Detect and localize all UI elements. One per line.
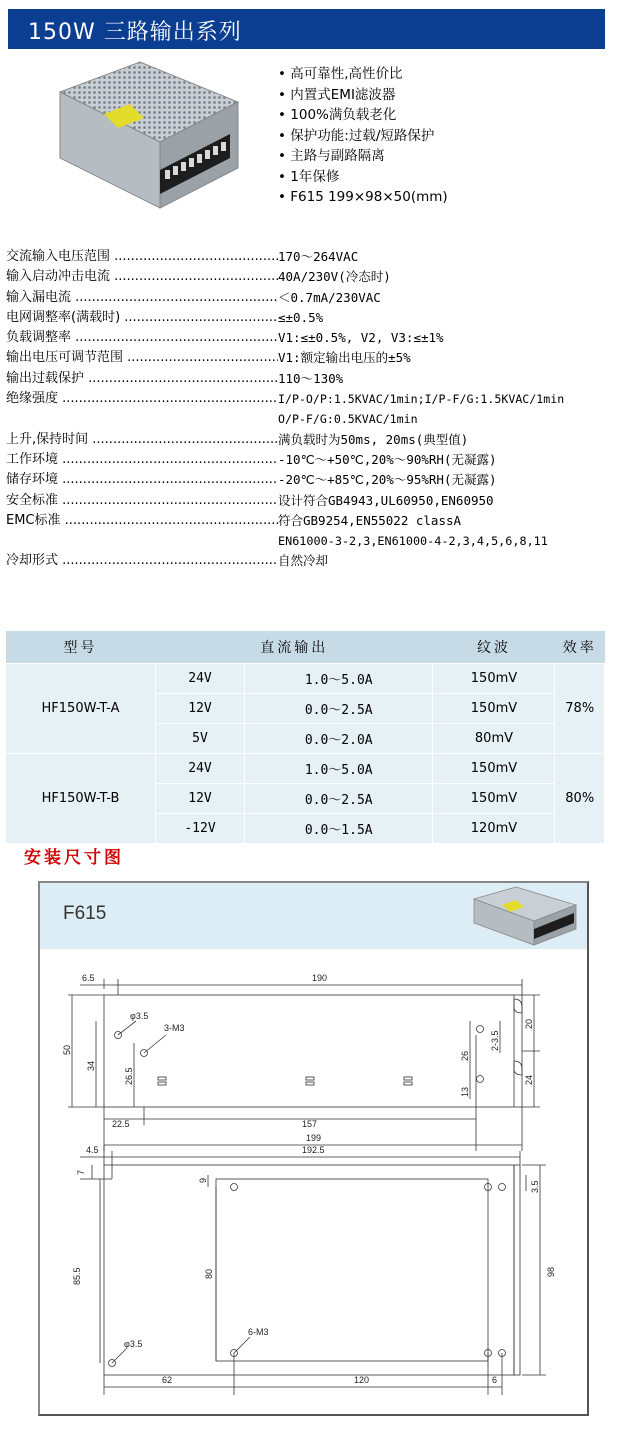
dimension-svg: [40, 883, 587, 1414]
ripple-cell: 150mV: [433, 754, 555, 784]
feature-item: • 主路与副路隔离: [278, 146, 448, 167]
spec-label: 安全标准 .....: [6, 491, 278, 511]
efficiency-cell: 78%: [555, 664, 605, 754]
current-cell: 0.0～1.5A: [245, 814, 433, 844]
spec-row: [6, 450, 618, 470]
feature-item: • 100%满负载老化: [278, 105, 448, 126]
dim-label: 157: [302, 1119, 318, 1129]
spec-label: 冷却形式 .....: [6, 551, 278, 571]
col-header-model: 型号: [6, 631, 156, 664]
table-header-row: [6, 631, 605, 664]
dim-label: 9: [198, 1177, 208, 1183]
spec-row: [6, 247, 618, 267]
spec-value: -20℃～+85℃,20%～95%RH(无凝露): [278, 472, 497, 488]
dim-label: 98: [546, 1266, 556, 1277]
dim-label: 85.5: [72, 1267, 82, 1285]
spec-label: 输出过载保护 .....: [6, 369, 278, 389]
spec-label: 工作环境 .....: [6, 450, 278, 470]
feature-item: • 1年保修: [278, 167, 448, 188]
spec-label: 输入漏电流 .....: [6, 288, 278, 308]
ripple-cell: 150mV: [433, 694, 555, 724]
current-cell: 1.0～5.0A: [245, 754, 433, 784]
current-cell: 0.0～2.0A: [245, 724, 433, 754]
dim-label: φ3.5: [130, 1011, 149, 1021]
voltage-cell: 24V: [156, 754, 245, 784]
spec-row: [6, 470, 618, 490]
title-bar: [8, 9, 605, 49]
dim-label: 26: [460, 1050, 470, 1061]
dim-label: 192.5: [302, 1145, 325, 1155]
spec-row: [6, 348, 618, 368]
dim-label: 13: [460, 1086, 470, 1097]
col-header-ripple: 纹波: [433, 631, 555, 664]
spec-label: 负载调整率 .....: [6, 328, 278, 348]
spec-row: [6, 409, 618, 429]
spec-value-continued: EN61000-3-2,3,EN61000-4-2,3,4,5,6,8,11: [278, 534, 548, 549]
spec-row: [6, 551, 618, 571]
spec-value: 40A/230V(冷态时): [278, 269, 391, 285]
spec-value: ≤±0.5%: [278, 309, 324, 325]
dim-label: 2-3.5: [490, 1030, 500, 1051]
feature-item: • 保护功能:过载/短路保护: [278, 126, 448, 147]
page-title: 150W 三路输出系列: [28, 20, 242, 45]
dim-label: 22.5: [112, 1119, 130, 1129]
dim-label: 26.5: [124, 1067, 134, 1085]
spec-value: -10℃～+50℃,20%～90%RH(无凝露): [278, 451, 497, 467]
spec-label: 绝缘强度 .....: [6, 389, 278, 409]
spec-row: [6, 328, 618, 348]
dim-label: 4.5: [86, 1145, 99, 1155]
col-header-efficiency: 效率: [555, 631, 605, 664]
spec-value: 110～130%: [278, 370, 344, 386]
dimension-drawing: [38, 881, 589, 1416]
dim-label: 50: [62, 1044, 72, 1055]
current-cell: 0.0～2.5A: [245, 784, 433, 814]
spec-row: [6, 531, 618, 551]
spec-row: [6, 491, 618, 511]
spec-row: [6, 288, 618, 308]
voltage-cell: 24V: [156, 664, 245, 694]
spec-value: V1:额定输出电压的±5%: [278, 350, 411, 366]
spec-value: I/P-O/P:1.5KVAC/1min;I/P-F/G:1.5KVAC/1min: [278, 392, 565, 407]
spec-label: 交流输入电压范围 .....: [6, 247, 278, 267]
spec-row: [6, 267, 618, 287]
current-cell: 1.0～5.0A: [245, 664, 433, 694]
spec-value: 满负载时为50ms, 20ms(典型值): [278, 431, 469, 447]
dim-label: 3-M3: [164, 1023, 185, 1033]
dim-label: φ3.5: [124, 1339, 143, 1349]
spec-label: 储存环境 .....: [6, 470, 278, 490]
dim-label: 7: [76, 1169, 86, 1175]
spec-value: 自然冷却: [278, 553, 329, 569]
ripple-cell: 150mV: [433, 784, 555, 814]
ripple-cell: 120mV: [433, 814, 555, 844]
spec-value: V1:≤±0.5%, V2, V3:≤±1%: [278, 330, 444, 346]
spec-label: 输出电压可调节范围 .....: [6, 348, 278, 368]
spec-label: EMC标准 .....: [6, 511, 278, 531]
dim-label: 62: [162, 1375, 173, 1385]
dim-label: 3.5: [530, 1180, 540, 1193]
feature-item: • 高可靠性,高性价比: [278, 64, 448, 85]
spec-label: 电网调整率(满载时) .....: [6, 308, 278, 328]
current-cell: 0.0～2.5A: [245, 694, 433, 724]
feature-list: [278, 64, 448, 208]
spec-row: [6, 430, 618, 450]
spec-row: [6, 511, 618, 531]
spec-row: [6, 308, 618, 328]
model-cell: HF150W-T-B: [6, 754, 156, 844]
table-row: [6, 754, 605, 784]
voltage-cell: 5V: [156, 724, 245, 754]
install-section-title: 安装尺寸图: [24, 848, 124, 868]
model-table: [5, 631, 605, 844]
dim-label: 6: [492, 1375, 498, 1385]
ripple-cell: 80mV: [433, 724, 555, 754]
spec-row: [6, 389, 618, 409]
dim-label: 24: [524, 1074, 534, 1085]
col-header-dc-output: 直流输出: [156, 631, 433, 664]
dim-label: 34: [86, 1060, 96, 1071]
spec-value: ＜0.7mA/230VAC: [278, 289, 381, 305]
dim-label: 6.5: [82, 973, 95, 983]
voltage-cell: -12V: [156, 814, 245, 844]
dim-label: 80: [204, 1268, 214, 1279]
drawing-model-code: F615: [63, 903, 107, 924]
spec-list: [6, 247, 618, 572]
dim-label: 199: [306, 1133, 322, 1143]
model-cell: HF150W-T-A: [6, 664, 156, 754]
product-image: [52, 60, 242, 220]
voltage-cell: 12V: [156, 784, 245, 814]
ripple-cell: 150mV: [433, 664, 555, 694]
dim-label: 20: [524, 1018, 534, 1029]
voltage-cell: 12V: [156, 694, 245, 724]
spec-label: 输入启动冲击电流 .....: [6, 267, 278, 287]
dim-label: 6-M3: [248, 1327, 269, 1337]
efficiency-cell: 80%: [555, 754, 605, 844]
table-row: [6, 664, 605, 694]
spec-value: 设计符合GB4943,UL60950,EN60950: [278, 492, 494, 508]
feature-item: • 内置式EMI滤波器: [278, 85, 448, 106]
spec-value-continued: O/P-F/G:0.5KVAC/1min: [278, 412, 418, 427]
spec-value: 符合GB9254,EN55022 classA: [278, 512, 462, 528]
spec-label: 上升,保持时间 .....: [6, 430, 278, 450]
spec-value: 170～264VAC: [278, 249, 359, 264]
dim-label: 190: [312, 973, 328, 983]
dim-label: 120: [354, 1375, 370, 1385]
spec-row: [6, 369, 618, 389]
feature-item: • F615 199×98×50(mm): [278, 187, 448, 208]
